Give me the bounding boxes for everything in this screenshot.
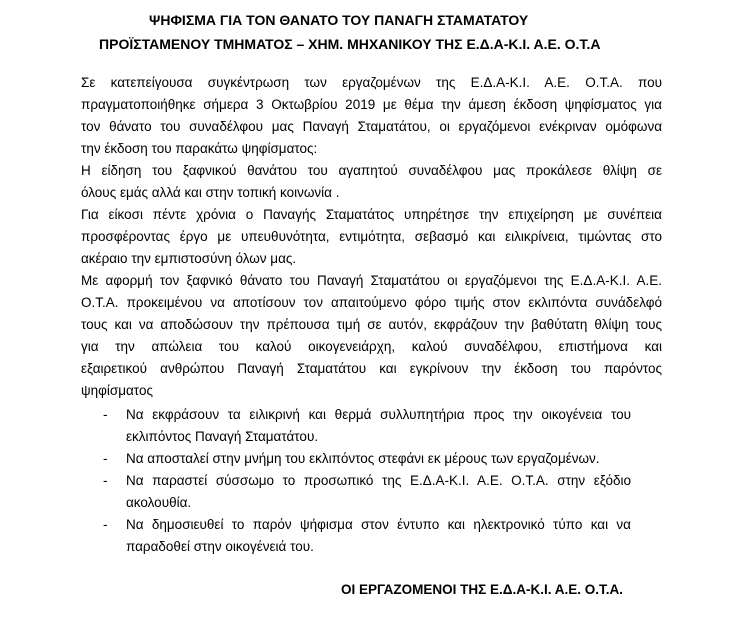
- resolution-line: Ο.Τ.Α. προκειμένου να αποτίσουν τον απαιτούμενο φόρο τιμής στον εκλιπόντα συνάδελφό: [81, 295, 662, 310]
- bullet-text: παραδοθεί στην οικογένειά του.: [126, 539, 314, 554]
- bullet-dash: -: [103, 451, 108, 466]
- signature: ΟΙ ΕΡΓΑΖΟΜΕΝΟΙ ΤΗΣ Ε.Δ.Α-Κ.Ι. Α.Ε. Ο.Τ.Α.: [341, 582, 623, 597]
- bullet-text: ακολουθία.: [126, 495, 192, 510]
- intro-line: την έκδοση του παρακάτω ψηφίσματος:: [81, 141, 318, 156]
- intro-line: τον θάνατο του συναδέλφου μας Παναγή Σταματάτου, οι εργαζόμενοι ενέκριναν ομόφωνα: [81, 119, 662, 134]
- bullet-dash: -: [103, 517, 108, 532]
- intro-line: πραγματοποιήθηκε σήμερα 3 Οκτωβρίου 2019 με θέμα την άμεση έκδοση ψηφίσματος για: [81, 97, 662, 112]
- bullet-text: Να δημοσιευθεί το παρόν ψήφισμα στον έντυπο και ηλεκτρονικό τύπο και να: [126, 517, 631, 532]
- resolution-line: για την απώλεια του καλού οικογενειάρχη, καλού συναδέλφου, επιστήμονα και: [81, 339, 662, 354]
- bullet-text: εκλιπόντος Παναγή Σταματάτου.: [126, 429, 319, 444]
- bullet-text: Να αποσταλεί στην μνήμη του εκλιπόντος στεφάνι εκ μέρους των εργαζομένων.: [126, 451, 600, 466]
- resolution-line: τους και να αποδώσουν την πρέπουσα τιμή σε αυτόν, εκφράζουν την βαθύτατη θλίψη τους: [81, 317, 662, 332]
- service-line: προσφέροντας έργο με υπευθυνότητα, εντιμότητα, σεβασμό και ειλικρίνεια, τιμώντας στο: [81, 229, 662, 244]
- bullet-dash: -: [103, 407, 108, 422]
- service-line: ακέραιο την εμπιστοσύνη όλων μας.: [81, 251, 297, 266]
- resolution-line: εξαιρετικού ανθρώπου Παναγή Σταματάτου και εγκρίνουν την έκδοση του παρόντος: [81, 361, 662, 376]
- document-title: ΨΗΦΙΣΜΑ ΓΙΑ ΤΟΝ ΘΑΝΑΤΟ ΤΟΥ ΠΑΝΑΓΗ ΣΤΑΜΑΤΑΤΟΥ: [149, 12, 529, 28]
- resolution-line: ψηφίσματος: [81, 383, 153, 398]
- news-line: όλους εμάς αλλά και στην τοπική κοινωνία .: [81, 185, 340, 200]
- bullet-text: Να παραστεί σύσσωμο το προσωπικό της Ε.Δ.Α-Κ.Ι. Α.Ε. Ο.Τ.Α. στην εξόδιο: [126, 473, 631, 488]
- bullet-dash: -: [103, 473, 108, 488]
- resolution-line: Με αφορμή τον ξαφνικό θάνατο του Παναγή Σταματάτου οι εργαζόμενοι της Ε.Δ.Α-Κ.Ι. Α.Ε.: [81, 273, 662, 288]
- intro-line: Σε κατεπείγουσα συγκέντρωση των εργαζομένων της Ε.Δ.Α-Κ.Ι. Α.Ε. Ο.Τ.Α. που: [81, 75, 662, 90]
- news-line: Η είδηση του ξαφνικού θανάτου του αγαπητού συναδέλφου μας προκάλεσε θλίψη σε: [81, 163, 662, 178]
- document-subtitle: ΠΡΟΪΣΤΑΜΕΝΟΥ ΤΜΗΜΑΤΟΣ – ΧΗΜ. ΜΗΧΑΝΙΚΟΥ ΤΗΣ Ε.Δ.Α-Κ.Ι. Α.Ε. Ο.Τ.Α: [99, 36, 601, 52]
- service-line: Για είκοσι πέντε χρόνια ο Παναγής Σταματάτος υπηρέτησε την επιχείρηση με συνέπεια: [81, 207, 662, 222]
- bullet-text: Να εκφράσουν τα ειλικρινή και θερμά συλλυπητήρια προς την οικογένεια του: [126, 407, 631, 422]
